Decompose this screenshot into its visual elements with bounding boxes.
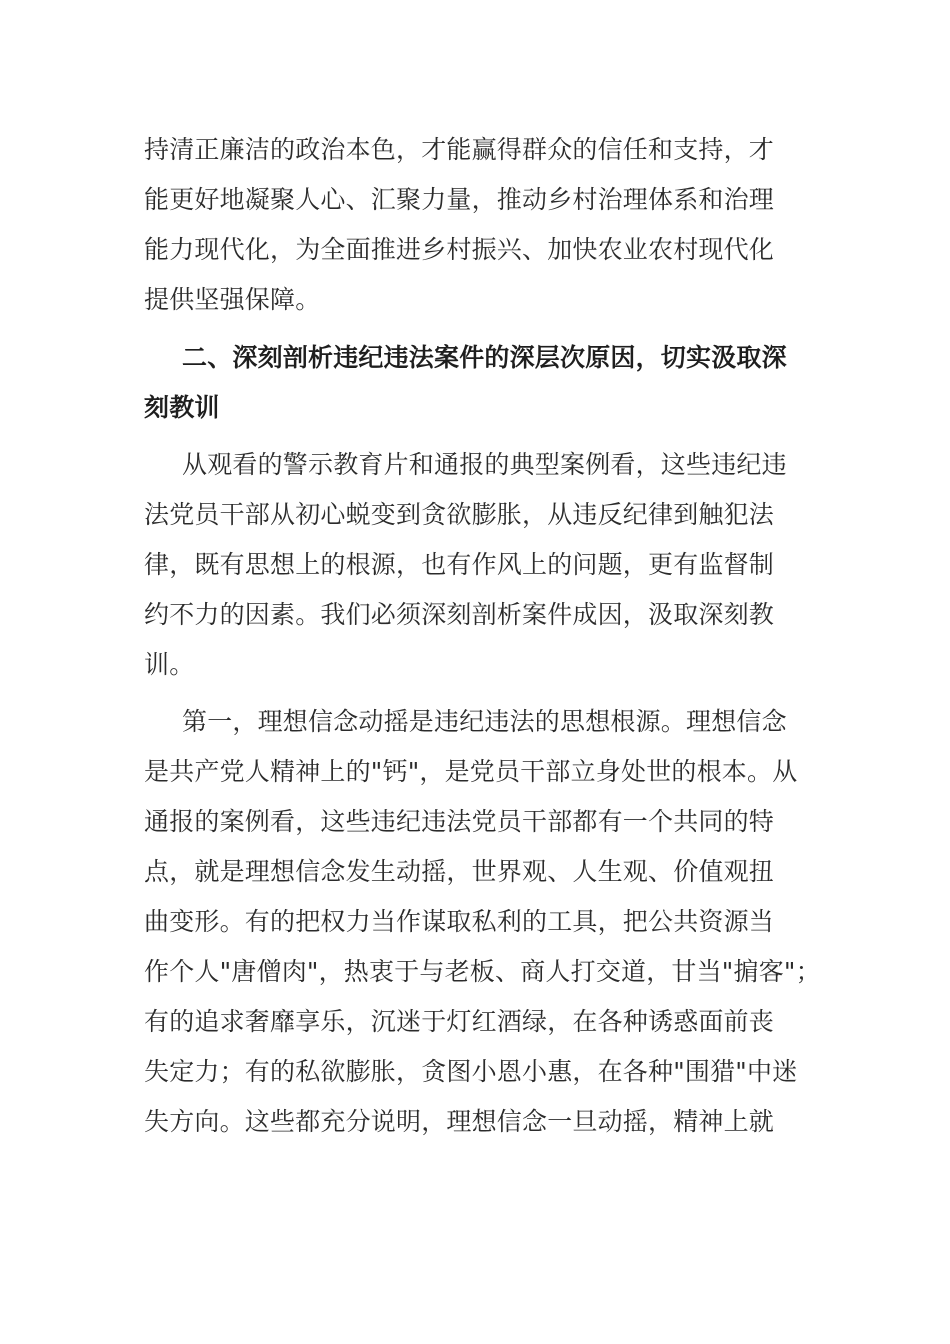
section-heading: 刻教训 <box>144 393 220 422</box>
paragraph-line: 法党员干部从初心蜕变到贪欲膨胀，从违反纪律到触犯法 <box>144 500 775 529</box>
paragraph-line: 能更好地凝聚人心、汇聚力量，推动乡村治理体系和治理 <box>144 185 775 214</box>
paragraph-line: 是共产党人精神上的"钙"，是党员干部立身处世的根本。从 <box>144 757 798 786</box>
paragraph-line: 失方向。这些都充分说明，理想信念一旦动摇，精神上就 <box>144 1107 775 1136</box>
paragraph-line: 提供坚强保障。 <box>144 285 321 314</box>
paragraph-line: 曲变形。有的把权力当作谋取私利的工具，把公共资源当 <box>144 907 775 936</box>
paragraph-line: 有的追求奢靡享乐，沉迷于灯红酒绿，在各种诱惑面前丧 <box>144 1007 775 1036</box>
paragraph-line: 第一，理想信念动摇是违纪违法的思想根源。理想信念 <box>182 707 787 736</box>
section-heading: 二、深刻剖析违纪违法案件的深层次原因，切实汲取深 <box>182 343 787 372</box>
paragraph-line: 能力现代化，为全面推进乡村振兴、加快农业农村现代化 <box>144 235 775 264</box>
paragraph-line: 训。 <box>144 650 195 679</box>
paragraph-line: 约不力的因素。我们必须深刻剖析案件成因，汲取深刻教 <box>144 600 775 629</box>
paragraph-line: 失定力；有的私欲膨胀，贪图小恩小惠，在各种"围猎"中迷 <box>144 1057 798 1086</box>
paragraph-line: 点，就是理想信念发生动摇，世界观、人生观、价值观扭 <box>144 857 775 886</box>
paragraph-line: 作个人"唐僧肉"，热衷于与老板、商人打交道，甘当"掮客"； <box>144 957 821 986</box>
paragraph-line: 从观看的警示教育片和通报的典型案例看，这些违纪违 <box>182 450 787 479</box>
paragraph-line: 通报的案例看，这些违纪违法党员干部都有一个共同的特 <box>144 807 775 836</box>
paragraph-line: 律，既有思想上的根源，也有作风上的问题，更有监督制 <box>144 550 775 579</box>
paragraph-line: 持清正廉洁的政治本色，才能赢得群众的信任和支持，才 <box>144 135 775 164</box>
